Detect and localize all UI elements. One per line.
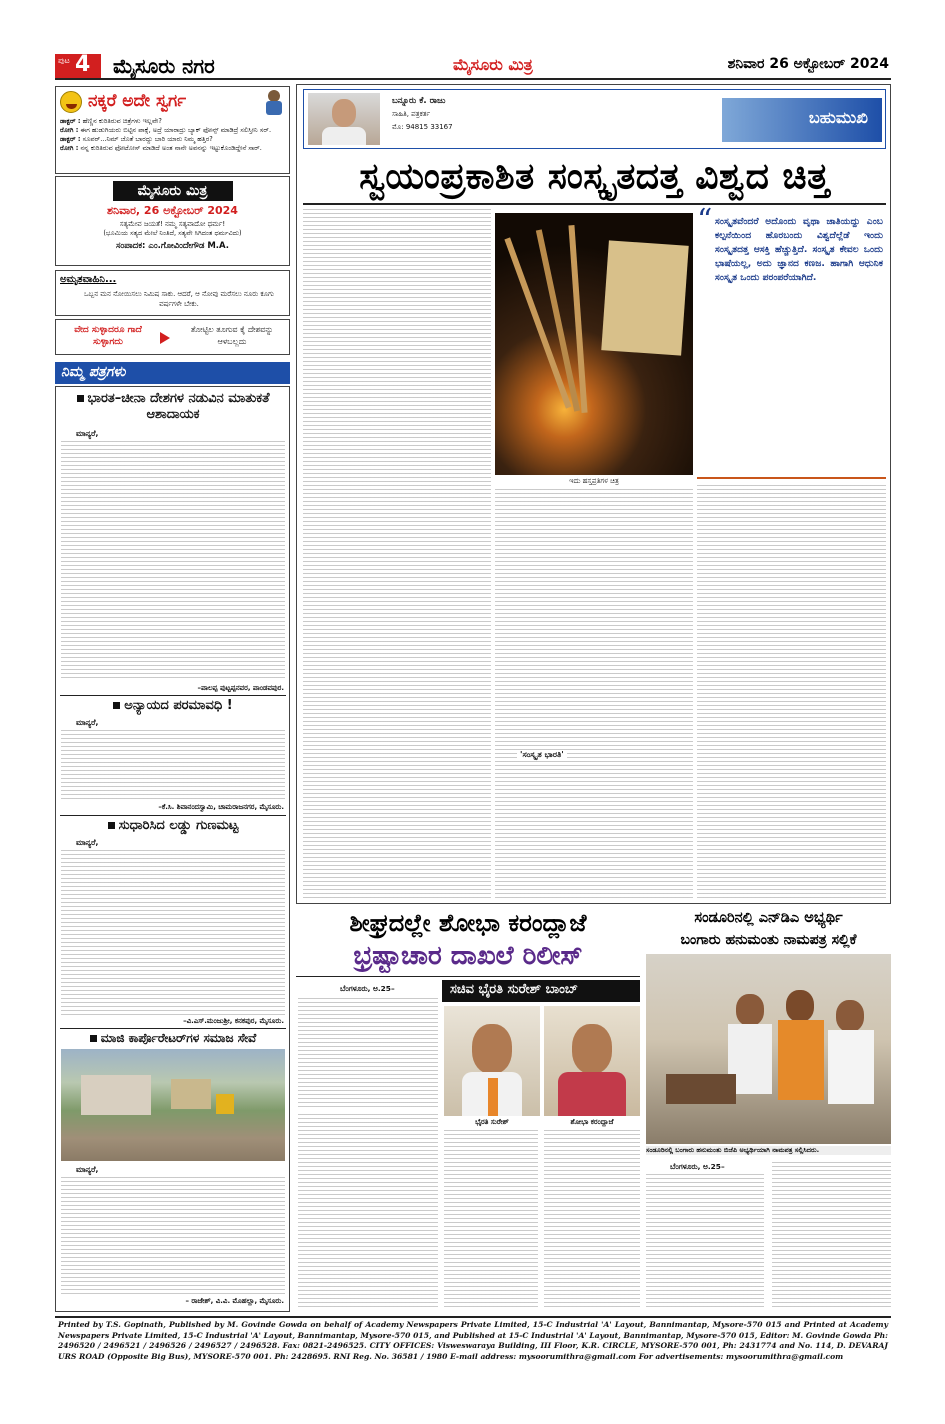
humor-line: ಡಾಕ್ಟರ್ : ಹೆಣ್ಣಿನ ಕುರಿತಿರುವ ಚಿತ್ರೆಗಳು ಇಲ್ಲವೇ? [60,117,162,125]
news-shobha-headline-1: ಶೀಘ್ರದಲ್ಲೇ ಶೋಭಾ ಕರಂದ್ಲಾಜೆ [349,909,587,937]
editorial-box [55,176,290,266]
bullet-icon [108,822,115,829]
letter-3-body [61,850,285,1015]
laughing-emoji-icon [60,91,82,113]
letter-3-headline: ಸುಧಾರಿಸಿದ ಲಡ್ಡು ಗುಣಮಟ್ಟ [60,818,286,834]
letter-4-sign: – ರಾಜೇಶ್, ವಿ.ವಿ. ಮೊಹಲ್ಲಾ, ಮೈಸೂರು. [185,1297,284,1305]
series-banner [722,98,882,142]
amrutavani-box [55,270,290,316]
pull-quote-box [697,203,886,475]
editorial-tagline-1: ಸತ್ಯಮೇವ ಜಯತೆ! ನಮ್ಮ ಸತ್ಯವಾದೋ ಧರ್ಮ! [119,220,226,228]
headline-rule [296,976,640,977]
humor-box [55,86,290,174]
headline-rule [303,203,886,205]
proverb-right: ತೋಟ್ಟಿಲ ತೂಗುವ ಕೈ ದೇಶವನ್ನು ಆಳಬಲ್ಲದು [190,325,274,346]
photo-shobha [544,1006,640,1116]
news-shobha-strap: ಸಚಿವ ಭೈರತಿ ಸುರೇಶ್ ಬಾಂಬ್ [450,982,578,997]
column-article [296,84,891,904]
author-name: ಬನ್ನೂರು ಕೆ. ರಾಜು [392,96,446,106]
humor-line: ರೋಗಿ : ನನ್ನ ಕುರಿತಿರುವ ಫೋಟೋಸ್ ಮಾಡಿದೆ ಅಂತ ನಾನೇ ಅವನನ್ನು ಇಟ್ಟುಕೊಂಡಿದ್ದೇನೆ ಸಾರ್. [60,144,262,152]
caption-shobha: ಶೋಭಾ ಕರಂದ್ಲಾಜೆ [570,1118,614,1126]
news-sandur-headline-2: ಬಂಗಾರು ಹನುಮಂತು ನಾಮಪತ್ರ ಸಲ್ಲಿಕೆ [680,932,857,948]
letter-4-salute: ಮಾನ್ಯರೆ, [76,1165,99,1174]
bullet-icon [77,395,84,402]
page-number: 4 [75,52,91,77]
letter-1-sign: –ಪಾಲಪ್ಪ ಪುಟ್ಟಪ್ಪನವರ, ಪಾಂಡವಪುರ. [197,684,284,692]
nomination-photo [646,954,891,1144]
street-photo [61,1049,285,1161]
news-sandur-body-2 [772,1162,891,1310]
section-title: ಮೈಸೂರು ನಗರ [113,54,215,78]
column-body-3 [697,485,886,899]
editorial-date: ಶನಿವಾರ, 26 ಅಕ್ಟೋಬರ್ 2024 [107,204,238,217]
letter-3-salute: ಮಾನ್ಯರೆ, [76,838,99,847]
imprint: Printed by T.S. Gopinath, Published by M. Govinde Gowda on behalf of Academy Newspapers Private Limited, 15-C Industrial 'A' Layout, Bannimantap, Mysore-570 015 and Printed at Academy Newspapers Private Limited, 15-C Industrial 'A' Layout, Bannimantap, Mysore-570 015, and Published at 15-C Industrial 'A' Layout, Bannimantap, Mysore-570 015, Editor: M. Govinde Gowda Ph: 2496520 / 2496521 / 2496526 / 2496527 / 2496528. Fax: 0821-2496525. CITY OFFICES: Visweswaraya Building, III Floor, K.R. CIRCLE, MYSORE-570 001, Ph: 2431774 and No. 114, D. DEVARAJ URS ROAD (Opposite Big Bus), MYSORE-570 001. Ph: 2428695. RNI Reg. No. 36581 / 1980 E-mail address: mysoorumithra@gmail.com For advertisements: mysoorumithra@gmail.com [58,1320,888,1361]
news-shobha-dateline: ಬೆಂಗಳೂರು, ಅ.25– [340,984,395,993]
editor-name: ಎಂ.ಗೋವಿಂದೇಗೌಡ M.A. [148,241,229,251]
proverb-left: ವೇದ ಸುಳ್ಳಾದರೂ ಗಾದೆ ಸುಳ್ಳಾಗದು [74,325,142,347]
quote-mark-icon: “ [697,203,713,238]
bullet-icon [113,702,120,709]
letters-column [55,386,290,1312]
humor-title: ನಕ್ಕರೆ ಅದೇ ಸ್ವರ್ಗ [88,91,187,111]
column-headline: ಸ್ವಯಂಪ್ರಕಾಶಿತ ಸಂಸ್ಕೃತದತ್ತ ವಿಶ್ವದ ಚಿತ್ತ [359,156,830,197]
letter-1-headline: ಭಾರತ–ಚೀನಾ ದೇಶಗಳ ನಡುವಿನ ಮಾತುಕತೆ ಆಶಾದಾಯಕ [60,391,286,423]
amrutavani-title: ಅಮೃತವಾಹಿನಿ... [60,274,117,285]
news-sandur [646,908,891,1312]
humor-lines [60,117,286,153]
letter-2-salute: ಮಾನ್ಯರೆ, [76,718,99,727]
bullet-icon [90,1035,97,1042]
news-shobha-lede [298,998,438,1108]
news-shobha-body-1 [298,1114,438,1310]
nomination-photo-caption: ಸಂಡೂರಿನಲ್ಲಿ ಬಂಗಾರು ಹನುಮಂತು ಬಿಜೆಪಿ ಅಭ್ಯರ್ಥಿಯಾಗಿ ನಾಮಪತ್ರ ಸಲ್ಲಿಸಿದರು. [646,1146,891,1155]
news-shobha-headline-2: ಭ್ರಷ್ಟಾಚಾರ ದಾಖಲೆ ರಿಲೀಸ್ [353,941,583,971]
info-box-title: 'ಸಂಸ್ಕೃತ ಭಾರತಿ' [517,750,567,760]
humor-line: ರೋಗಿ : ಈಗ ಹುಡುಗಿಯರು ಬಿಟ್ಟಿನ ಪಾಕ್ಸೆ, ಅದ್ರೆ ಯಾರಾದ್ರು ಬ್ಯಾಕ್ ಫೋನ್ಸ್ ಮಾಡಿದ್ರೆ ಸಲಿಸ್ತೀನಿ ಸರ್. [60,126,272,134]
strap-box [442,980,640,1002]
page-date: ಶನಿವಾರ 26 ಅಕ್ಟೋಬರ್ 2024 [727,56,889,72]
photo-byrathi [444,1006,540,1116]
author-role: ಸಾಹಿತಿ, ಪತ್ರಕರ್ತ [392,110,431,118]
cartoon-icon [262,90,286,116]
manuscript-image [495,213,693,475]
letters-title: ನಿಮ್ಮ ಪತ್ರಗಳು [61,364,126,380]
news-sandur-body-1 [646,1174,764,1310]
arrow-icon [160,332,170,344]
proverb-box [55,319,290,355]
column-header [303,89,886,149]
humor-line: ಡಾಕ್ಟರ್ : ಸೂಪರ್...ನಿಮ್ ಜೊತೆ ಬಾರದ್ದು ಬಾರಿ ಯಾರು ನಿಮ್ಮ ಹತ್ತಿರ? [60,135,213,143]
column-body-2 [495,489,693,899]
pull-quote: ಸಂಸ್ಕೃತವೆಂದರೆ ಅದೊಂದು ವೃಥಾ ಜಾತಿಯದ್ದು ಎಂಬ ಕಲ್ಪನೆಯಿಂದ ಹೊರಬಂದು ವಿಶ್ವದೆಲ್ಲೆಡೆ ಇಂದು ಸಂಸ್ಕೃತದತ್ತ ಆಸಕ್ತಿ ಹೆಚ್ಚುತ್ತಿದೆ. ಸಂಸ್ಕೃತ ಕೇವಲ ಒಂದು ಭಾಷೆಯಲ್ಲ, ಅದು ಜ್ಞಾನದ ಕಣಜ. ಹಾಗಾಗಿ ಆಧುನಿಕ ಸಂಸ್ಕೃತ ಒಂದು ಪರಂಪರೆಯಾಗಿದೆ. [715,216,883,283]
news-sandur-headline-1: ಸಂಡೂರಿನಲ್ಲಿ ಎನ್‌ಡಿಎ ಅಭ್ಯರ್ಥಿ [694,910,843,926]
letter-4-body [61,1177,285,1295]
image-caption: ಇದು ಹಸ್ತಪ್ರತಿಗಳ ಚಿತ್ರ [569,477,619,485]
divider [60,695,286,696]
paper-name: ಮೈಸೂರು ಮಿತ್ರ [453,55,533,74]
editorial-tagline-2: (ಭೂಮಿಯ ಸತ್ಯದ ಮೇಲೆ ನಿಂತಿದೆ, ಸತ್ಯವೇ ಸಿಗಿದಂತ ಧರ್ಮವಿದು) [103,229,242,237]
divider [60,815,286,816]
letter-2-headline: ಅನ್ಯಾಯದ ಪರಮಾವಧಿ ! [60,698,286,714]
news-shobha-body-3 [544,1130,640,1310]
letter-1-body [61,441,285,681]
page-label: ಪುಟ [58,56,70,65]
column-body-1 [303,209,491,899]
letter-2-body [61,730,285,800]
letter-1-salute: ಮಾನ್ಯರೆ, [76,429,99,438]
news-shobha-body-2 [444,1130,538,1310]
letters-header [55,362,290,384]
masthead [55,52,891,80]
page-number-badge [55,54,101,78]
author-photo [308,93,380,145]
news-sandur-dateline: ಬೆಂಗಳೂರು, ಅ.25– [670,1162,725,1171]
pullquote-rule [697,477,886,479]
editor-label: ಸಂಪಾದಕ: [116,241,146,251]
letter-2-sign: –ಕೆ.ಸಿ. ಶಿವಾನಂದಸ್ವಾಮಿ, ಚಾಮರಾಜನಗರ, ಮೈಸೂರು. [158,803,284,811]
editorial-paper-name: ಮೈಸೂರು ಮಿತ್ರ [113,181,233,201]
news-shobha [296,908,640,1312]
author-phone: ಮೊ: 94815 33167 [392,123,453,131]
divider [60,1028,286,1029]
caption-byrathi: ಭೈರತಿ ಸುರೇಶ್ [475,1118,509,1126]
series-title: ಬಹುಮುಖಿ [808,108,868,127]
amrutavani-text: ಒಬ್ಬನ ಮನ ನೋಯಿಸಲು ನಿಮಿಷ ಸಾಕು. ಆದರೆ, ಆ ನೋವು ಮರೆಸಲು ನೂರು ಕೂಗು ವರ್ಷಗಳೇ ಬೇಕು. [83,290,275,308]
letter-3-sign: –ವಿ.ಎಸ್.ಮಂಜುಶ್ರೀ, ಕನಕಪುರ, ಮೈಸೂರು. [183,1017,284,1025]
footer-rule [55,1316,891,1318]
letter-4-headline: ಮಾಜಿ ಕಾರ್ಪೊರೇಟರ್‌ಗಳ ಸಮಾಜ ಸೇವೆ [60,1030,286,1046]
